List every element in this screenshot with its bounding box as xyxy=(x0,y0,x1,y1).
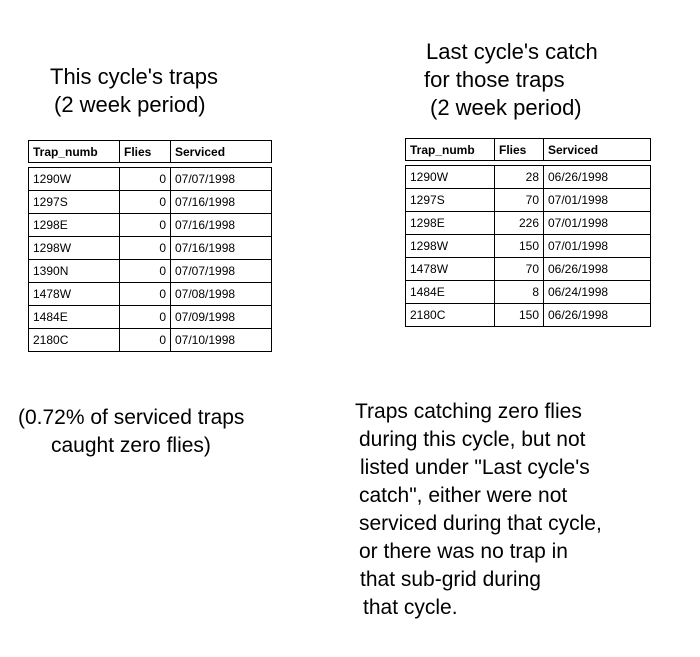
flies-cell: 70 xyxy=(495,189,544,212)
zero-flies-footnote xyxy=(18,404,244,460)
serviced-cell: 07/07/1998 xyxy=(171,168,272,191)
trap-number-cell: 1478W xyxy=(406,258,495,281)
table-row xyxy=(406,235,651,258)
flies-cell: 0 xyxy=(120,260,171,283)
table-row xyxy=(29,214,272,237)
table-row xyxy=(406,258,651,281)
serviced-cell: 07/01/1998 xyxy=(544,212,651,235)
table-row xyxy=(406,189,651,212)
trap-number-cell: 1297S xyxy=(406,189,495,212)
footnote-line1: (0.72% of serviced traps xyxy=(18,406,245,429)
left-title xyxy=(50,63,218,119)
serviced-cell: 07/10/1998 xyxy=(171,329,272,352)
table-row xyxy=(406,212,651,235)
table-row xyxy=(406,281,651,304)
serviced-cell: 07/01/1998 xyxy=(544,189,651,212)
table-row xyxy=(29,306,272,329)
note-line: serviced during that cycle, xyxy=(359,512,602,535)
serviced-cell: 07/01/1998 xyxy=(544,235,651,258)
trap-number-cell: 1390N xyxy=(29,260,120,283)
serviced-cell: 07/08/1998 xyxy=(171,283,272,306)
flies-cell: 28 xyxy=(495,166,544,189)
trap-number-cell: 1298W xyxy=(29,237,120,260)
note-line: during this cycle, but not xyxy=(359,428,586,451)
col-flies: Flies xyxy=(120,141,171,163)
left-title-line2: (2 week period) xyxy=(54,92,206,117)
col-flies: Flies xyxy=(495,139,544,161)
serviced-cell: 07/16/1998 xyxy=(171,237,272,260)
this-cycle-table xyxy=(28,140,272,352)
table-row xyxy=(29,329,272,352)
table-row xyxy=(406,304,651,327)
col-serviced: Serviced xyxy=(171,141,272,163)
serviced-cell: 06/24/1998 xyxy=(544,281,651,304)
trap-number-cell: 2180C xyxy=(406,304,495,327)
flies-cell: 226 xyxy=(495,212,544,235)
footnote-line2: caught zero flies) xyxy=(51,434,211,457)
flies-cell: 0 xyxy=(120,237,171,260)
serviced-cell: 06/26/1998 xyxy=(544,304,651,327)
flies-cell: 0 xyxy=(120,191,171,214)
table-row xyxy=(29,191,272,214)
table-row xyxy=(29,260,272,283)
right-title-line3: (2 week period) xyxy=(430,95,582,120)
note-line: or there was no trap in xyxy=(359,540,568,563)
flies-cell: 0 xyxy=(120,168,171,191)
serviced-cell: 07/09/1998 xyxy=(171,306,272,329)
trap-number-cell: 1298E xyxy=(406,212,495,235)
note-line: that sub-grid during xyxy=(360,568,541,591)
table-header-row xyxy=(406,139,651,161)
trap-number-cell: 1290W xyxy=(29,168,120,191)
note-line: listed under "Last cycle's xyxy=(360,456,590,479)
flies-cell: 0 xyxy=(120,283,171,306)
trap-number-cell: 1298E xyxy=(29,214,120,237)
explanatory-note xyxy=(355,398,602,622)
col-serviced: Serviced xyxy=(544,139,651,161)
note-line: that cycle. xyxy=(363,596,458,619)
serviced-cell: 07/16/1998 xyxy=(171,214,272,237)
right-title-line2: for those traps xyxy=(424,67,565,92)
serviced-cell: 07/07/1998 xyxy=(171,260,272,283)
trap-number-cell: 1290W xyxy=(406,166,495,189)
serviced-cell: 06/26/1998 xyxy=(544,166,651,189)
right-title xyxy=(424,38,598,122)
trap-number-cell: 1484E xyxy=(406,281,495,304)
flies-cell: 150 xyxy=(495,304,544,327)
table-row xyxy=(406,166,651,189)
trap-number-cell: 2180C xyxy=(29,329,120,352)
serviced-cell: 06/26/1998 xyxy=(544,258,651,281)
left-title-line1: This cycle's traps xyxy=(50,64,219,89)
col-trap-numb: Trap_numb xyxy=(29,141,120,163)
trap-number-cell: 1484E xyxy=(29,306,120,329)
right-title-line1: Last cycle's catch xyxy=(426,39,598,64)
col-trap-numb: Trap_numb xyxy=(406,139,495,161)
note-line: catch", either were not xyxy=(359,484,568,507)
serviced-cell: 07/16/1998 xyxy=(171,191,272,214)
flies-cell: 150 xyxy=(495,235,544,258)
last-cycle-table xyxy=(405,138,651,327)
table-header-row xyxy=(29,141,272,163)
flies-cell: 0 xyxy=(120,214,171,237)
table-row xyxy=(29,283,272,306)
trap-number-cell: 1298W xyxy=(406,235,495,258)
flies-cell: 8 xyxy=(495,281,544,304)
trap-number-cell: 1478W xyxy=(29,283,120,306)
trap-number-cell: 1297S xyxy=(29,191,120,214)
flies-cell: 0 xyxy=(120,329,171,352)
table-row xyxy=(29,237,272,260)
flies-cell: 0 xyxy=(120,306,171,329)
table-row xyxy=(29,168,272,191)
note-line: Traps catching zero flies xyxy=(355,400,582,423)
flies-cell: 70 xyxy=(495,258,544,281)
